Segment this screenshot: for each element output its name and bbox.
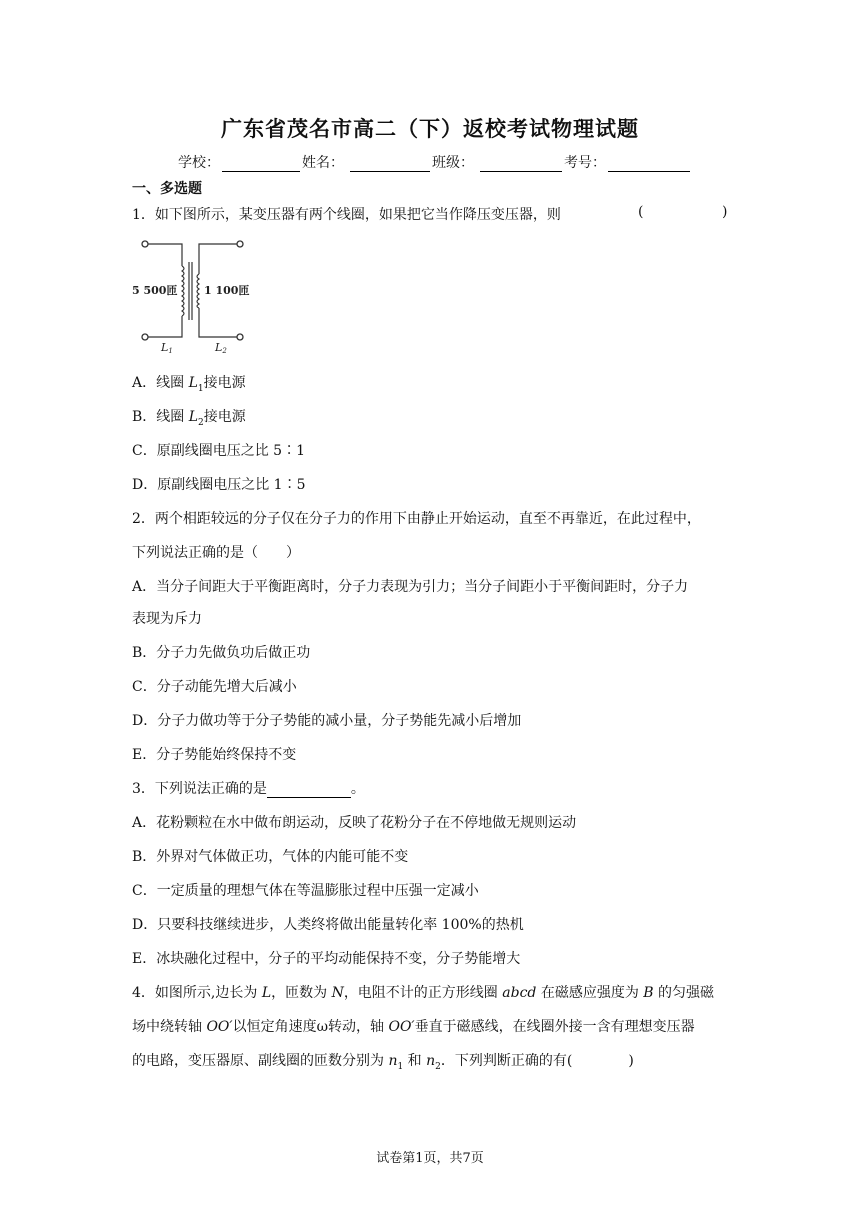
- class-label: 班级：: [432, 155, 474, 171]
- q2-option-a-line2[interactable]: 表现为斥力: [132, 611, 202, 627]
- page-title: 广东省茂名市高二（下）返校考试物理试题: [221, 117, 639, 141]
- class-blank[interactable]: [480, 157, 562, 172]
- q4-stem-line3: 的电路，变压器原、副线圈的匝数分别为 $n_1$ 和 $n_2$．下列判断正确的有( ): [132, 1053, 634, 1072]
- q3-option-a[interactable]: A．花粉颗粒在水中做布朗运动，反映了花粉分子在不停地做无规则运动: [132, 815, 577, 831]
- q2-stem-line2: 下列说法正确的是（ ）: [132, 545, 300, 561]
- q3-answer-blank[interactable]: [267, 783, 351, 798]
- coil-l1-label: L1: [161, 341, 173, 355]
- q1-stem: 1．如下图所示，某变压器有两个线圈，如果把它当作降压变压器，则: [132, 207, 561, 223]
- q1-paren-right: ): [722, 204, 728, 220]
- q3-stem: 3．下列说法正确的是 。: [132, 781, 365, 797]
- exam-no-blank[interactable]: [608, 157, 690, 172]
- q4-stem-line2: 场中绕转轴 OO′以恒定角速度ω转动，轴 OO′垂直于磁感线，在线圈外接一含有理想变压器: [132, 1019, 695, 1035]
- q3-option-e[interactable]: E．冰块融化过程中，分子的平均动能保持不变，分子势能增大: [132, 951, 521, 967]
- q1-option-b[interactable]: B．线圈 $L_2$接电源: [132, 409, 246, 428]
- student-info-row: [178, 152, 692, 172]
- transformer-diagram: [130, 234, 255, 356]
- q2-option-b[interactable]: B．分子力先做负功后做正功: [132, 645, 311, 661]
- q1-option-d[interactable]: D．原副线圈电压之比 1∶5: [132, 477, 306, 493]
- page-footer: 试卷第1页，共7页: [376, 1151, 484, 1166]
- name-label: 姓名：: [302, 155, 344, 171]
- section-heading-multi-choice: 一、多选题: [132, 181, 202, 197]
- coil-l2-label: L2: [215, 341, 227, 355]
- q4-stem-line1: 4．如图所示,边长为 L，匝数为 N，电阻不计的正方形线圈 abcd 在磁感应强度为 B 的匀强磁: [132, 985, 715, 1001]
- q1-option-a[interactable]: A．线圈 $L_1$接电源: [132, 375, 246, 394]
- q2-option-a-line1[interactable]: A．当分子间距大于平衡距离时，分子力表现为引力；当分子间距小于平衡间距时，分子力: [132, 579, 689, 595]
- q2-stem-line1: 2．两个相距较远的分子仅在分子力的作用下由静止开始运动，直至不再靠近，在此过程中，: [132, 511, 701, 527]
- school-label: 学校：: [178, 155, 220, 171]
- transformer-figure: [130, 234, 255, 356]
- school-blank[interactable]: [222, 157, 300, 172]
- q1-option-c[interactable]: C．原副线圈电压之比 5∶1: [132, 443, 305, 459]
- name-blank[interactable]: [350, 157, 430, 172]
- q3-option-c[interactable]: C．一定质量的理想气体在等温膨胀过程中压强一定减小: [132, 883, 479, 899]
- right-turns-label: 1 100匝: [204, 284, 250, 297]
- q2-option-d[interactable]: D．分子力做功等于分子势能的减小量，分子势能先减小后增加: [132, 713, 522, 729]
- exam-no-label: 考号：: [564, 155, 606, 171]
- left-turns-label: 5 500匝: [132, 284, 178, 297]
- q3-option-d[interactable]: D．只要科技继续进步，人类终将做出能量转化率 100%的热机: [132, 917, 524, 933]
- q2-option-c[interactable]: C．分子动能先增大后减小: [132, 679, 297, 695]
- q3-option-b[interactable]: B．外界对气体做正功，气体的内能可能不变: [132, 849, 409, 865]
- q2-option-e[interactable]: E．分子势能始终保持不变: [132, 747, 297, 763]
- q1-paren-left: (: [638, 204, 644, 220]
